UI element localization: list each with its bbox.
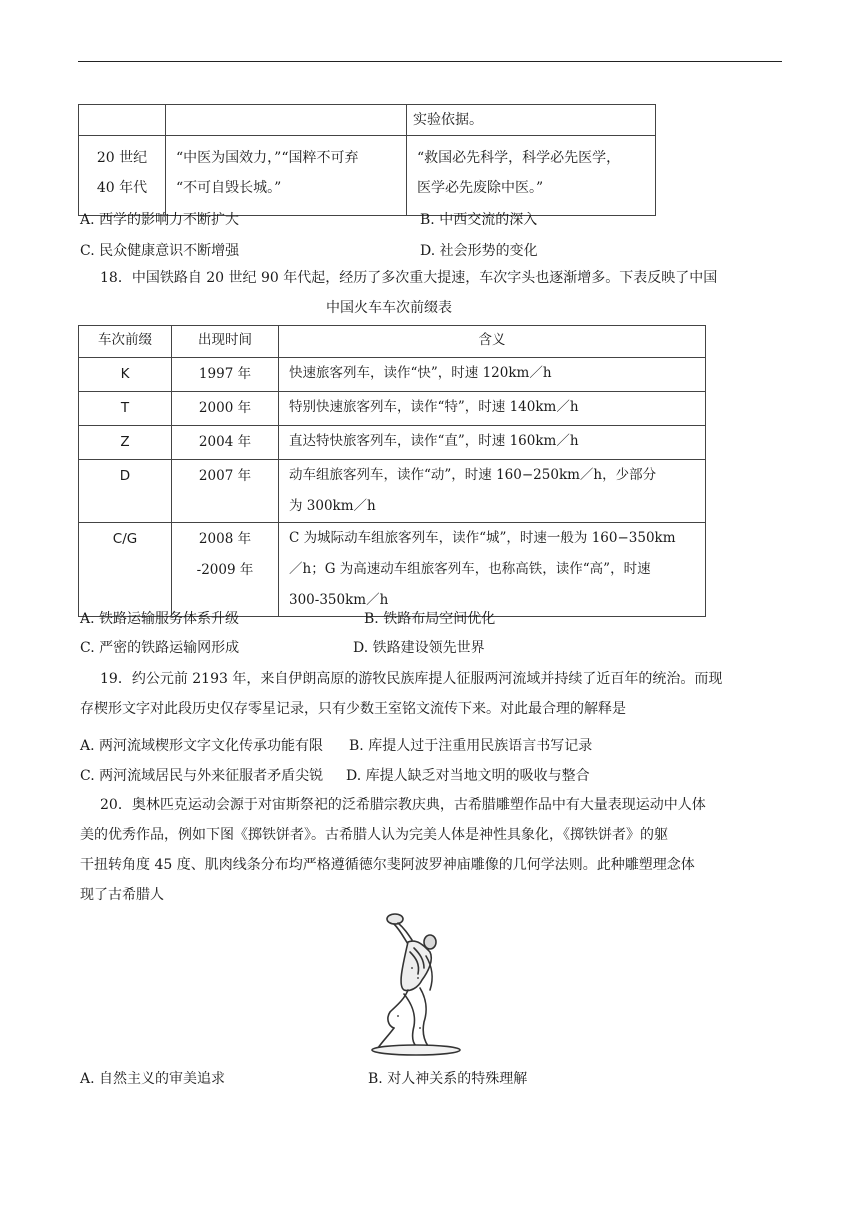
prefix-cell: D	[79, 460, 172, 523]
table-caption: 中国火车车次前缀表	[326, 300, 452, 316]
time-cell	[172, 523, 279, 617]
view-line: 医学必先废除中医。”	[417, 180, 544, 196]
time-cell: 2007 年	[172, 460, 279, 523]
q18-option-b: B. 铁路布局空间优化	[364, 611, 496, 627]
meaning-line: C 为城际动车组旅客列车，读作“城”，时速一般为 160−350km	[289, 530, 676, 546]
meaning-cell: 直达特快旅客列车，读作“直”，时速 160km／h	[279, 426, 706, 460]
q18-option-c: C. 严密的铁路运输网形成	[80, 640, 240, 656]
train-prefix-table	[78, 325, 706, 617]
q19-option-c: C. 两河流域居民与外来征服者矛盾尖锐	[80, 768, 324, 784]
prefix-cell: Z	[79, 426, 172, 460]
prefix-cell: T	[79, 392, 172, 426]
time-line: 2008 年	[198, 531, 252, 547]
meaning-cell	[279, 523, 706, 617]
q18-option-d: D. 铁路建设领先世界	[353, 640, 485, 656]
time-line: -2009 年	[196, 562, 254, 578]
view-cell	[166, 136, 407, 216]
meaning-line: 为 300km／h	[289, 498, 376, 514]
prefix-cell: K	[79, 358, 172, 392]
time-cell: 1997 年	[172, 358, 279, 392]
header-time: 出现时间	[172, 326, 279, 358]
q20-stem-line4: 现了古希腊人	[80, 887, 164, 903]
meaning-line: 动车组旅客列车，读作“动”，时速 160−250km／h，少部分	[289, 467, 657, 483]
meaning-cell: 快速旅客列车，读作“快”，时速 120km／h	[279, 358, 706, 392]
q20-stem-line1: 20．奥林匹克运动会源于对宙斯祭祀的泛希腊宗教庆典，古希腊雕塑作品中有大量表现运动中人体	[100, 797, 706, 813]
meaning-line: ／h；G 为高速动车组旅客列车，也称高铁，读作“高”，时速	[289, 561, 651, 577]
time-cell: 2004 年	[172, 426, 279, 460]
table-row	[79, 523, 706, 617]
table-cell: 实验依据。	[407, 105, 656, 136]
prefix-cell: C/G	[79, 523, 172, 617]
view-line: “中医为国效力，”“国粹不可弃	[176, 150, 359, 166]
q18-option-a: A. 铁路运输服务体系升级	[80, 611, 240, 627]
medicine-views-table	[78, 104, 656, 216]
table-row	[79, 105, 656, 136]
header-prefix: 车次前缀	[79, 326, 172, 358]
header-meaning: 含义	[279, 326, 706, 358]
q19-option-d: D. 库提人缺乏对当地文明的吸收与整合	[346, 768, 590, 784]
table-row	[79, 426, 706, 460]
meaning-cell	[279, 460, 706, 523]
q17-option-a: A. 西学的影响力不断扩大	[80, 212, 240, 228]
q20-option-b: B. 对人神关系的特殊理解	[368, 1071, 528, 1087]
period-cell	[79, 136, 166, 216]
q18-stem: 18．中国铁路自 20 世纪 90 年代起，经历了多次重大提速，车次字头也逐渐增多。下表反映了中国	[100, 270, 718, 286]
period-line: 40 年代	[96, 180, 148, 196]
meaning-cell: 特别快速旅客列车，读作“特”，时速 140km／h	[279, 392, 706, 426]
table-header-row	[79, 326, 706, 358]
table-cell	[79, 105, 166, 136]
period-line: 20 世纪	[96, 150, 148, 166]
view-line: “不可自毁长城。”	[176, 180, 282, 196]
table-row	[79, 392, 706, 426]
view-line: “救国必先科学，科学必先医学，	[417, 150, 621, 166]
q20-stem-line2: 美的优秀作品，例如下图《掷铁饼者》。古希腊人认为完美人体是神性具象化，《掷铁饼者》的躯	[80, 827, 668, 843]
discobolus-illustration	[368, 908, 464, 1058]
q17-option-c: C. 民众健康意识不断增强	[80, 243, 240, 259]
q19-stem-line1: 19．约公元前 2193 年，来自伊朗高原的游牧民族库提人征服两河流域并持续了近百年的统治。而现	[100, 671, 723, 687]
view-cell	[407, 136, 656, 216]
time-cell: 2000 年	[172, 392, 279, 426]
q19-stem-line2: 存楔形文字对此段历史仅存零星记录，只有少数王室铭文流传下来。对此最合理的解释是	[80, 701, 626, 717]
q17-option-d: D. 社会形势的变化	[420, 243, 538, 259]
header-rule	[78, 61, 782, 62]
table-cell	[166, 105, 407, 136]
q20-option-a: A. 自然主义的审美追求	[80, 1071, 226, 1087]
meaning-line: 300-350km／h	[289, 592, 389, 608]
table-row	[79, 136, 656, 216]
q17-option-b: B. 中西交流的深入	[420, 212, 538, 228]
q19-option-b: B. 库提人过于注重用民族语言书写记录	[349, 738, 593, 754]
table-row	[79, 358, 706, 392]
q19-option-a: A. 两河流域楔形文字文化传承功能有限	[80, 738, 324, 754]
table-row	[79, 460, 706, 523]
q20-stem-line3: 干扭转角度 45 度、肌肉线条分布均严格遵循德尔斐阿波罗神庙雕像的几何学法则。此种雕塑理念体	[80, 857, 695, 873]
